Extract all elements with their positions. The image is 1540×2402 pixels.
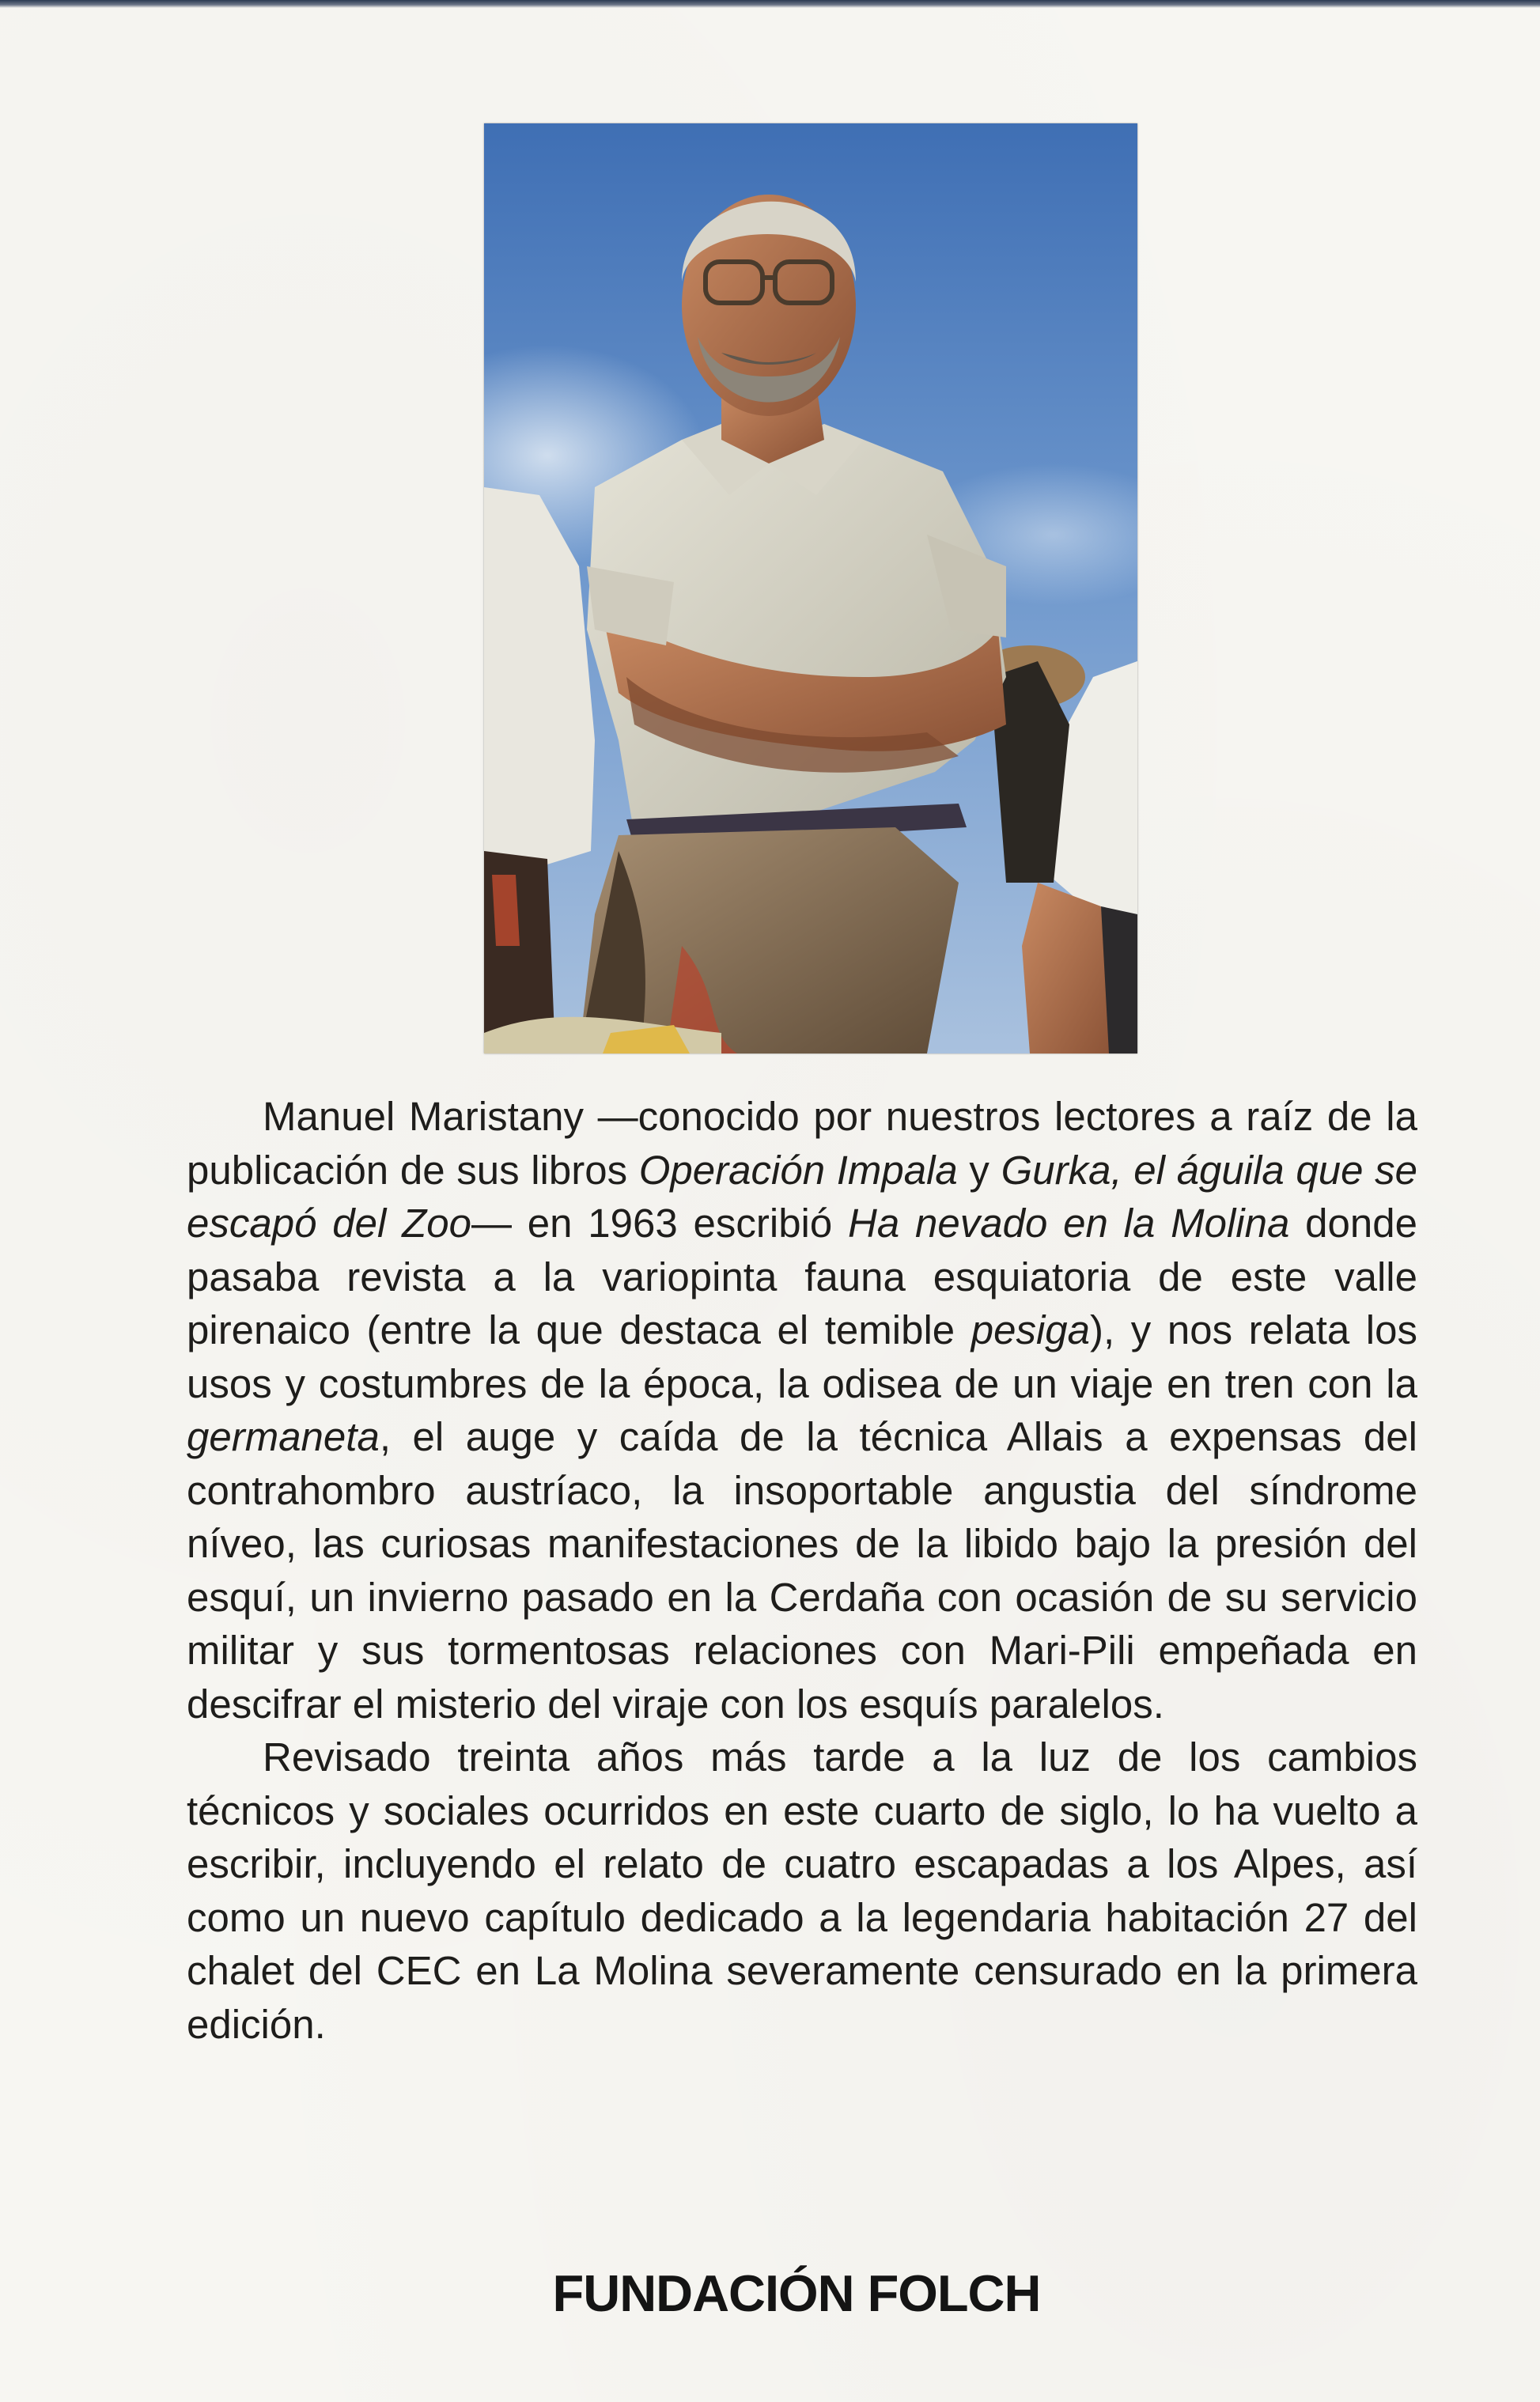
book-blurb <box>187 1090 1417 2051</box>
publisher-name: FUNDACIÓN FOLCH <box>552 2264 1041 2322</box>
author-photo <box>484 123 1137 1053</box>
blurb-text-1: Manuel Maristany —conocido por nuestros lectores a raíz de la publicación de sus libros <box>187 1094 1417 1193</box>
blurb-text-5: ), y nos relata los usos y costumbres de la época, la odisea de un viaje en tren con la <box>187 1307 1418 1406</box>
title-ha-nevado: Ha nevado en la Molina <box>848 1201 1290 1246</box>
blurb-text-4: donde pasaba revista a la variopinta fauna esquiatoria de este valle pirenaico (entre la que destaca el temible <box>187 1201 1417 1352</box>
author-photo-illustration <box>484 123 1137 1053</box>
term-pesiga: pesiga <box>971 1307 1091 1352</box>
blurb-paragraph-2: Revisado treinta años más tarde a la luz de los cambios técnicos y sociales ocurridos en este cuarto de siglo, lo ha vuelto a escribir, incluyendo el relato de cuatro escapadas a los Alpes, así como un nuevo capítulo dedicado a la legendaria habitación 27 del chalet del CEC en La Molina severamente censurado en la primera edición. <box>187 1734 1417 2047</box>
blurb-paragraph-1 <box>187 1090 1417 1731</box>
cover-top-edge <box>0 0 1540 8</box>
title-gurka: Gurka, el águila que se escapó del Zoo <box>187 1147 1418 1246</box>
term-germaneta: germaneta <box>187 1414 380 1459</box>
title-operacion-impala: Operación Impala <box>638 1147 958 1193</box>
blurb-text-3: — en 1963 escribió <box>471 1201 849 1246</box>
blurb-text-6: , el auge y caída de la técnica Allais a expensas del contrahombro austríaco, la insoportable angustia del síndrome níveo, las curiosas manifestaciones de la libido bajo la presión del esquí, un invierno pasado en la Cerdaña con ocasión de su servicio militar y sus tormentosas relaciones con Mari-Pili empeñada en descifrar el misterio del viraje con los esquís paralelos. <box>187 1414 1417 1727</box>
blurb-text-2: y <box>957 1147 1001 1193</box>
